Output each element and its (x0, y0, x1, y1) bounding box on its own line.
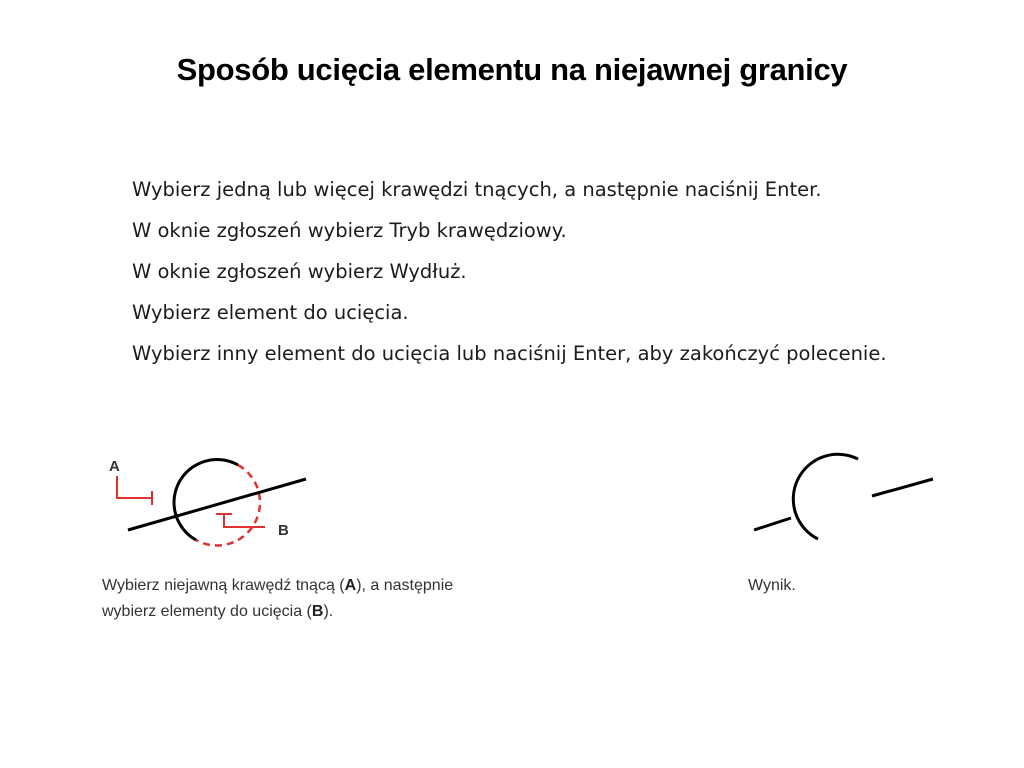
caption-left (102, 573, 622, 625)
trim-before-illustration (100, 448, 320, 553)
caption-right: Wynik. (748, 577, 796, 594)
step-5: Wybierz inny element do ucięcia lub naciśnij Enter, aby zakończyć polecenie. (132, 342, 887, 365)
result-edge-left (754, 518, 791, 530)
step-4: Wybierz element do ucięcia. (132, 301, 409, 324)
circle-arc-trimmed (196, 465, 260, 545)
step-3: W oknie zgłoszeń wybierz Wydłuż. (132, 260, 467, 283)
label-b: B (278, 522, 289, 539)
leader-b (224, 514, 265, 527)
step-2: W oknie zgłoszeń wybierz Tryb krawędziowy. (132, 219, 567, 242)
instruction-steps (132, 174, 972, 379)
result-edge-right (872, 479, 933, 496)
caption-left-line-2: wybierz elementy do ucięcia (B). (102, 603, 334, 620)
caption-left-line-1: Wybierz niejawną krawędź tnącą (A), a następnie (102, 577, 454, 594)
trim-result-illustration (748, 448, 948, 548)
result-arc (793, 454, 858, 539)
label-a: A (109, 458, 120, 475)
leader-a (117, 476, 152, 498)
step-1: Wybierz jedną lub więcej krawędzi tnących, a następnie naciśnij Enter. (132, 178, 822, 201)
page-title: Sposób ucięcia elementu na niejawnej granicy (176, 52, 848, 87)
